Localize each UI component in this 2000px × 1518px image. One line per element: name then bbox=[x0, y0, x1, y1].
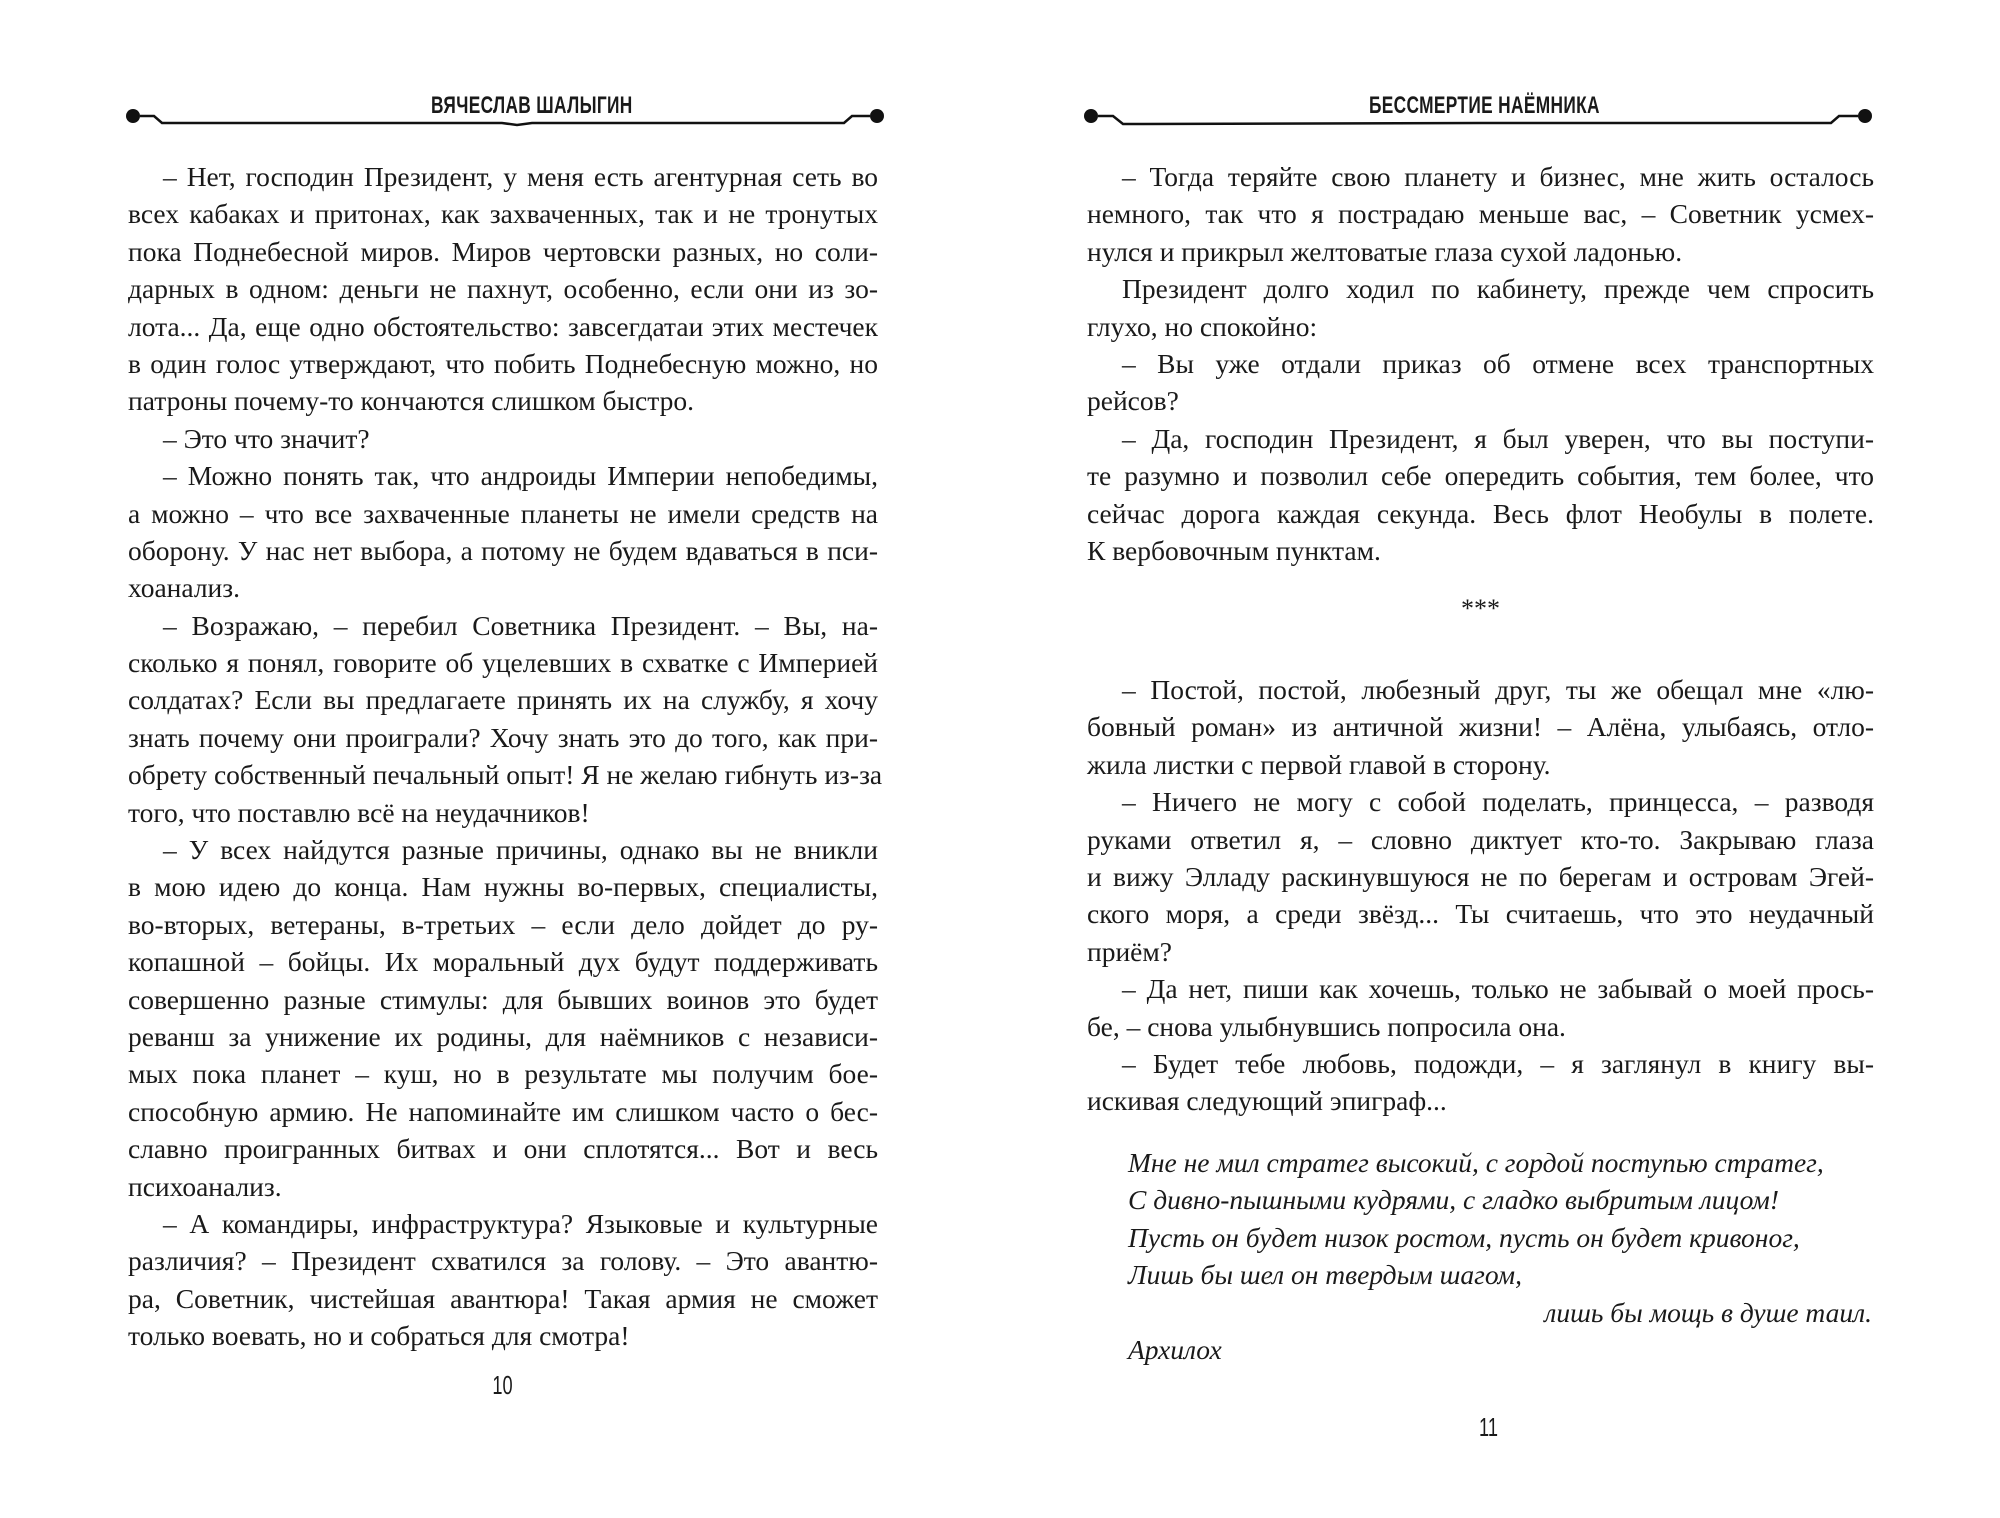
text-line: Президент долго ходил по кабинету, прежде чем спросить bbox=[1122, 273, 1874, 305]
text-line: – У всех найдутся разные причины, однако вы не вникли bbox=[163, 834, 878, 866]
text-line: жила листки с первой главой в сторону. bbox=[1087, 748, 1551, 780]
text-line: – А командиры, инфраструктура? Языковые и культурные bbox=[163, 1207, 878, 1239]
text-line: в один голос утверждают, что побить Поднебесную можно, но bbox=[128, 347, 878, 379]
body-text-section-2 bbox=[1087, 671, 1874, 1120]
text-line: ского моря, а среди звёзд... Ты считаешь, что это неудачный bbox=[1087, 898, 1874, 930]
text-line: оборону. У нас нет выбора, а потому не будем вдаваться в пси- bbox=[128, 534, 878, 566]
body-text-section-1 bbox=[1087, 158, 1874, 569]
text-line: всех кабаках и притонах, как захваченных, так и не тронутых bbox=[128, 198, 878, 230]
text-line: – Вы уже отдали приказ об отмене всех транспортных bbox=[1122, 347, 1874, 379]
text-line: реванш за унижение их родины, для наёмников с независи- bbox=[128, 1020, 878, 1052]
text-line: немного, так что я пострадаю меньше вас, – Советник усмех- bbox=[1087, 198, 1874, 230]
text-line: сейчас дорога каждая секунда. Весь флот Необулы в полете. bbox=[1087, 497, 1874, 529]
text-line: – Ничего не могу с собой поделать, принцесса, – разводя bbox=[1122, 786, 1874, 818]
running-header-author: ВЯЧЕСЛАВ ШАЛЫГИН bbox=[431, 92, 633, 119]
text-line: копашной – бойцы. Их моральный дух будут поддерживать bbox=[128, 946, 878, 978]
text-line: рейсов? bbox=[1087, 385, 1179, 417]
text-line: во-вторых, ветераны, в-третьих – если дело дойдет до ру- bbox=[128, 908, 878, 940]
text-line: – Будет тебе любовь, подожди, – я заглянул в книгу вы- bbox=[1122, 1047, 1874, 1079]
text-line: мых пока планет – куш, но в результате мы получим бое- bbox=[128, 1058, 878, 1090]
text-line: – Это что значит? bbox=[163, 422, 370, 454]
header-ornament-rule bbox=[1081, 106, 1875, 128]
text-line: те разумно и позволил себе опередить события, тем более, что bbox=[1087, 460, 1874, 492]
text-line: – Постой, постой, любезный друг, ты же обещал мне «лю- bbox=[1122, 674, 1874, 705]
epigraph bbox=[1128, 1144, 1872, 1368]
right-page bbox=[1000, 0, 2000, 1518]
text-line: глухо, но спокойно: bbox=[1087, 310, 1318, 342]
text-line: лота... Да, еще одно обстоятельство: завсегдатаи этих местечек bbox=[128, 310, 878, 342]
text-line: того, что поставлю всё на неудачников! bbox=[128, 796, 590, 828]
text-line: К вербовочным пунктам. bbox=[1087, 534, 1381, 566]
text-line: бовный роман» из античной жизни! – Алёна, улыбаясь, отло- bbox=[1087, 711, 1874, 743]
text-line: сколько я понял, говорите об уцелевших в схватке с Империей bbox=[128, 647, 878, 679]
text-line: дарных в одном: деньги не пахнут, особенно, если они из зо- bbox=[128, 273, 878, 305]
text-line: в мою идею до конца. Нам нужны во-первых, специалисты, bbox=[128, 871, 878, 903]
text-line: различия? – Президент схватился за голову. – Это авантю- bbox=[128, 1245, 878, 1277]
page-number: 10 bbox=[492, 1370, 513, 1400]
text-line: только воевать, но и собраться для смотра! bbox=[128, 1320, 630, 1352]
epigraph-last-line: лишь бы мощь в душе таил. bbox=[1544, 1296, 1872, 1328]
epigraph-line: Пусть он будет низок ростом, пусть он будет кривоног, bbox=[1128, 1221, 1800, 1253]
running-header-title: БЕССМЕРТИЕ НАЁМНИКА bbox=[1369, 92, 1600, 119]
text-line: хоанализ. bbox=[128, 572, 241, 604]
text-line: руками ответил я, – словно диктует кто-то. Закрываю глаза bbox=[1087, 823, 1874, 855]
text-line: – Можно понять так, что андроиды Империи непобедимы, bbox=[163, 460, 878, 492]
text-line: – Возражаю, – перебил Советника Президент. – Вы, на- bbox=[163, 609, 878, 641]
text-line: приём? bbox=[1087, 935, 1172, 967]
text-line: совершенно разные стимулы: для бывших воинов это будет bbox=[128, 983, 878, 1015]
section-separator: *** bbox=[1461, 594, 1500, 623]
text-line: ра, Советник, чистейшая авантюра! Такая армия не сможет bbox=[128, 1282, 878, 1314]
epigraph-line: Лишь бы шел он твердым шагом, bbox=[1128, 1259, 1522, 1291]
text-line: солдатах? Если вы предлагаете принять их на службу, я хочу bbox=[128, 684, 878, 716]
text-line: – Да, господин Президент, я был уверен, что вы поступи- bbox=[1122, 422, 1874, 454]
epigraph-author: Архилох bbox=[1128, 1333, 1222, 1365]
text-line: психоанализ. bbox=[128, 1170, 282, 1202]
text-line: и вижу Элладу раскинувшуюся не по берегам и островам Эгей- bbox=[1087, 860, 1874, 892]
text-line: а можно – что все захваченные планеты не имели средств на bbox=[128, 497, 878, 529]
text-line: патроны почему-то кончаются слишком быстро. bbox=[128, 385, 694, 417]
text-line: искивая следующий эпиграф... bbox=[1087, 1085, 1447, 1117]
text-line: – Да нет, пиши как хочешь, только не забывай о моей прось- bbox=[1122, 973, 1874, 1005]
header-ornament-rule bbox=[122, 106, 888, 128]
text-line: нулся и прикрыл желтоватые глаза сухой ладонью. bbox=[1087, 235, 1683, 267]
text-line: обрету собственный печальный опыт! Я не желаю гибнуть из-за bbox=[128, 759, 883, 791]
text-line: пока Поднебесной миров. Миров чертовски разных, но соли- bbox=[128, 235, 878, 267]
text-line: славно проигранных битвах и они сплотятся... Вот и весь bbox=[128, 1133, 878, 1165]
text-line: – Нет, господин Президент, у меня есть агентурная сеть во bbox=[163, 161, 878, 192]
text-line: способную армию. Не напоминайте им слишком часто о бес- bbox=[128, 1095, 878, 1127]
text-line: – Тогда теряйте свою планету и бизнес, мне жить осталось bbox=[1122, 161, 1874, 192]
body-text bbox=[128, 158, 883, 1355]
epigraph-line: С дивно-пышными кудрями, с гладко выбритым лицом! bbox=[1128, 1184, 1779, 1216]
text-line: знать почему они проиграли? Хочу знать это до того, как при- bbox=[128, 721, 878, 753]
page-number: 11 bbox=[1479, 1412, 1498, 1442]
epigraph-line: Мне не мил стратег высокий, с гордой поступью стратег, bbox=[1128, 1147, 1824, 1178]
text-line: бе, – снова улыбнувшись попросила она. bbox=[1087, 1010, 1566, 1042]
